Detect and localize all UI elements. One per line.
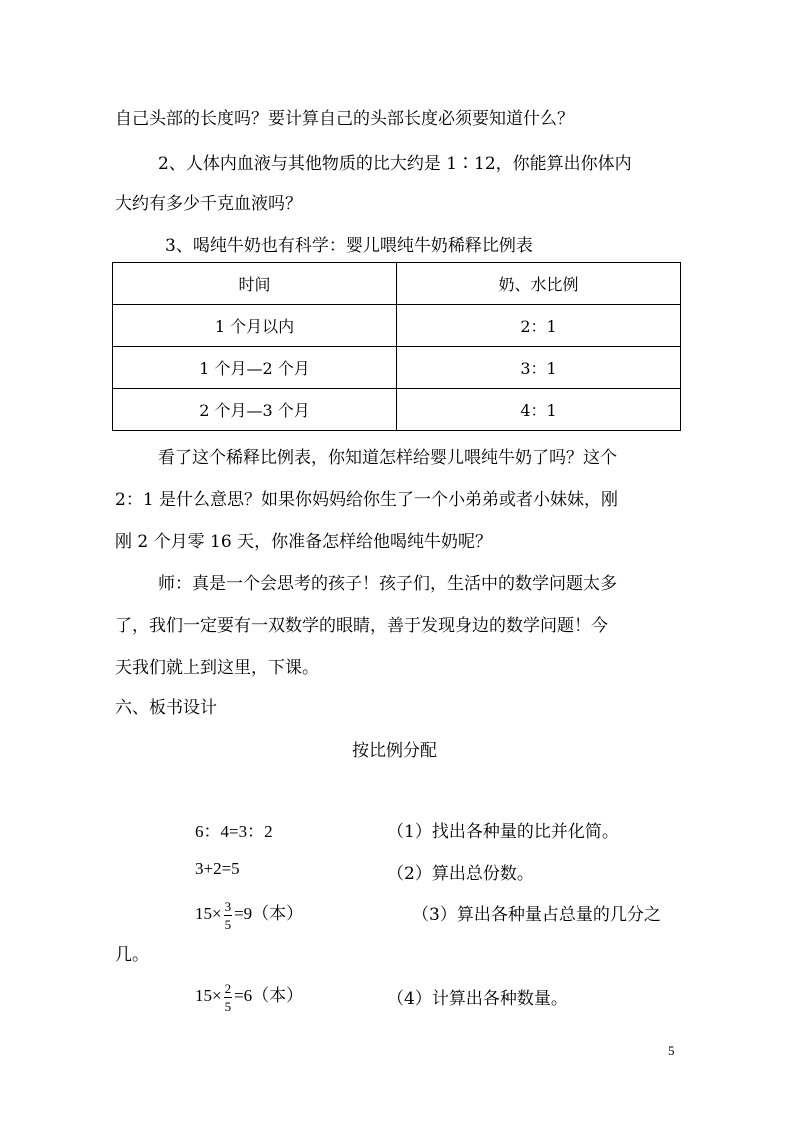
table-cell-ratio: 2：1 (397, 305, 681, 347)
table-cell-ratio: 4：1 (397, 389, 681, 431)
board-step-4-note: （4）计算出各种数量。 (387, 989, 568, 1009)
board-step-1-note: （1）找出各种量的比并化简。 (387, 822, 619, 842)
board-step-2-note: （2）算出总份数。 (387, 864, 534, 884)
board-step-2-formula: 3+2=5 (195, 859, 240, 878)
paragraph-line: 天我们就上到这里，下课。 (115, 658, 319, 678)
table-cell-time: 1 个月—2 个月 (113, 347, 397, 389)
table-cell-time: 1 个月以内 (113, 305, 397, 347)
paragraph-line: 师：真是一个会思考的孩子！孩子们，生活中的数学问题太多 (158, 574, 617, 594)
fraction-numerator: 3 (224, 898, 232, 914)
formula-suffix: =9（本） (234, 904, 304, 923)
page-number: 5 (668, 1043, 675, 1058)
board-step-1-formula: 6：4=3：2 (195, 822, 273, 841)
board-step-3-note: （3）算出各种量占总量的几分之 (412, 905, 661, 925)
paragraph-line: 2：1 是什么意思？如果你妈妈给你生了一个小弟弟或者小妹妹，刚 (115, 490, 619, 510)
board-title: 按比例分配 (352, 741, 437, 761)
table-row (113, 347, 681, 389)
board-step-4-formula (195, 976, 303, 1016)
paragraph-line: 看了这个稀释比例表，你知道怎样给婴儿喂纯牛奶了吗？这个 (158, 448, 617, 468)
section-heading: 六、板书设计 (115, 698, 217, 718)
table-row (113, 389, 681, 431)
dilution-ratio-table (112, 262, 681, 431)
board-step-3-formula (195, 894, 303, 934)
table-row (113, 305, 681, 347)
formula-suffix: =6（本） (234, 986, 304, 1005)
table-cell-time: 2 个月—3 个月 (113, 389, 397, 431)
question-3-title: 3、喝纯牛奶也有科学：婴儿喂纯牛奶稀释比例表 (165, 236, 533, 256)
formula-prefix: 15× (195, 986, 222, 1005)
paragraph-line: 了，我们一定要有一双数学的眼睛，善于发现身边的数学问题！今 (115, 616, 608, 636)
table-cell-ratio: 3：1 (397, 347, 681, 389)
paragraph-line: 刚 2 个月零 16 天，你准备怎样给他喝纯牛奶呢？ (115, 532, 493, 552)
board-step-3-note-wrap: 几。 (115, 945, 149, 965)
table-header-ratio: 奶、水比例 (397, 263, 681, 305)
table-header-row (113, 263, 681, 305)
fraction (224, 982, 233, 1013)
table-header-time: 时间 (113, 263, 397, 305)
fraction (224, 900, 233, 931)
question-2-line-1: 2、人体内血液与其他物质的比大约是 1∶12，你能算出你体内 (158, 154, 632, 174)
fraction-denominator: 5 (224, 998, 232, 1014)
fraction-denominator: 5 (224, 916, 232, 932)
question-2-line-2: 大约有多少千克血液吗？ (115, 194, 302, 214)
formula-prefix: 15× (195, 904, 222, 923)
fraction-numerator: 2 (224, 980, 232, 996)
paragraph-line: 自己头部的长度吗？要计算自己的头部长度必须要知道什么？ (115, 109, 574, 129)
